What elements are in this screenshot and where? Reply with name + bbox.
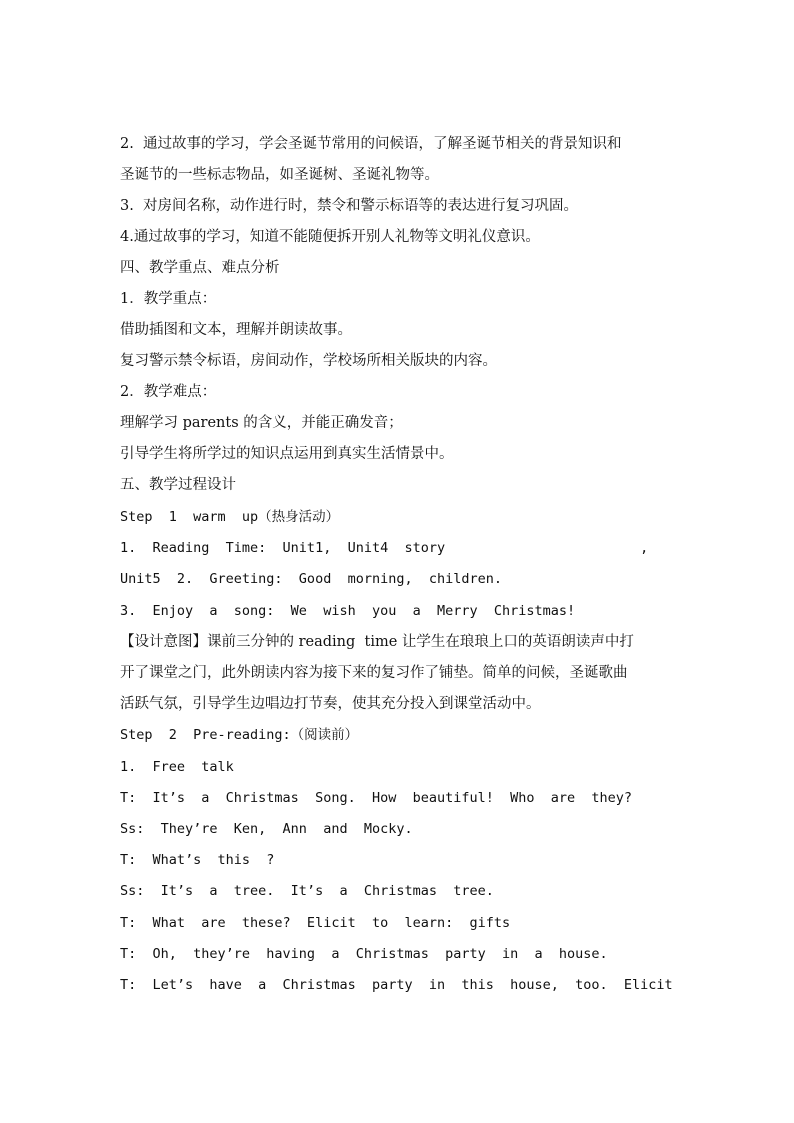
dialogue-line: Ss: They’re Ken, Ann and Mocky. [120, 821, 413, 837]
text-line: 1. Free talk [120, 759, 234, 775]
dialogue-line: T: Oh, they’re having a Christmas party in a house. [120, 946, 608, 962]
step-heading: Step 2 Pre-reading:（阅读前） [120, 727, 359, 743]
text-line: 引导学生将所学过的知识点运用到真实生活情景中。 [120, 446, 454, 462]
dialogue-line: Ss: It’s a tree. It’s a Christmas tree. [120, 883, 494, 899]
design-intent-line: 开了课堂之门，此外朗读内容为接下来的复习作了铺垫。简单的问候，圣诞歌曲 [120, 665, 628, 681]
step-heading: Step 1 warm up（热身活动） [120, 509, 340, 525]
dialogue-line: T: It’s a Christmas Song. How beautiful! Who are they? [120, 790, 633, 806]
text-line: 圣诞节的一些标志物品，如圣诞树、圣诞礼物等。 [120, 167, 439, 183]
subsection-heading: 1．教学重点： [120, 291, 217, 307]
text-line: Unit5 2. Greeting: Good morning, children. [120, 571, 503, 587]
dialogue-line: T: What’s this ? [120, 852, 275, 868]
text-line: 借助插图和文本，理解并朗读故事。 [120, 322, 352, 338]
dialogue-line: T: Let’s have a Christmas party in this house, too. Elicit [120, 977, 673, 993]
text-line: 2. 通过故事的学习，学会圣诞节常用的问候语，了解圣诞节相关的背景知识和 [120, 136, 622, 152]
text-line: 理解学习 parents 的含义，并能正确发音； [120, 415, 403, 431]
design-intent-line: 活跃气氛，引导学生边唱边打节奏，使其充分投入到课堂活动中。 [120, 696, 541, 712]
text-line: 4.通过故事的学习，知道不能随便拆开别人礼物等文明礼仪意识。 [120, 229, 540, 245]
design-intent-line: 【设计意图】课前三分钟的 reading time 让学生在琅琅上口的英语朗读声中打 [120, 634, 634, 650]
text-line: 3. 对房间名称，动作进行时，禁令和警示标语等的表达进行复习巩固。 [120, 198, 579, 214]
dialogue-line: T: What are these? Elicit to learn: gifts [120, 915, 511, 931]
text-line: 3. Enjoy a song: We wish you a Merry Christmas! [120, 603, 576, 619]
subsection-heading: 2．教学难点： [120, 384, 217, 400]
section-heading: 四、教学重点、难点分析 [120, 260, 280, 276]
text-line: 1. Reading Time: Unit1, Unit4 story , [120, 540, 649, 556]
section-heading: 五、教学过程设计 [120, 477, 236, 493]
text-line: 复习警示禁令标语，房间动作，学校场所相关版块的内容。 [120, 353, 497, 369]
